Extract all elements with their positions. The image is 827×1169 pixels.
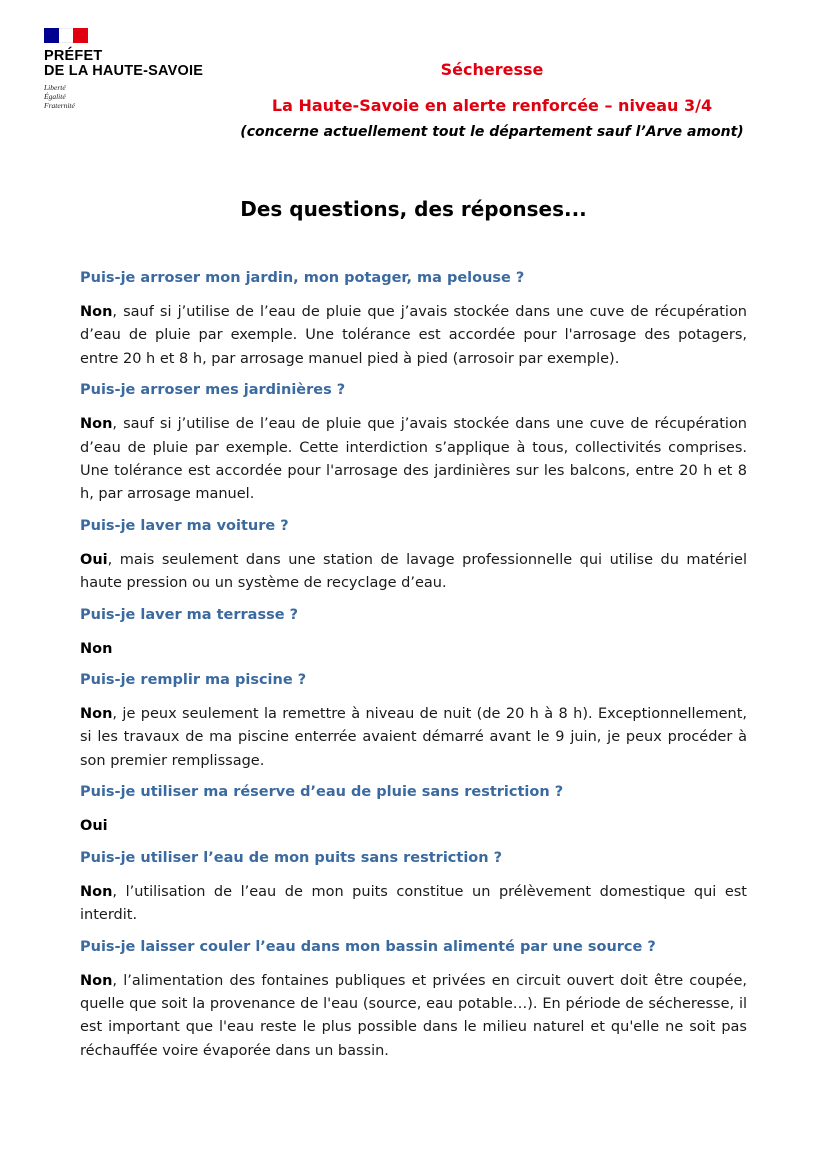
- motto-egalite: Égalité: [44, 92, 66, 101]
- answer-lead: Non: [80, 416, 113, 433]
- answer-lead: Non: [80, 706, 113, 723]
- republic-motto: [44, 83, 244, 110]
- qa-item: [80, 516, 747, 596]
- qa-item: [80, 268, 747, 371]
- answer: [80, 301, 747, 371]
- qa-item: [80, 937, 747, 1064]
- question: Puis-je laisser couler l’eau dans mon bassin alimenté par une source ?: [80, 938, 656, 955]
- qa-item: [80, 605, 747, 661]
- answer-lead: Oui: [80, 551, 108, 568]
- prefecture-name: [44, 49, 244, 79]
- qa-item: [80, 782, 747, 838]
- answer: [80, 703, 747, 773]
- prefecture-name-line1: PRÉFET: [44, 48, 103, 64]
- answer: [80, 549, 747, 596]
- answer-lead: Non: [80, 304, 113, 320]
- question: Puis-je utiliser ma réserve d’eau de pluie sans restriction ?: [80, 784, 564, 801]
- qa-item: [80, 380, 747, 507]
- qa-item: [80, 670, 747, 773]
- question: Puis-je laver ma voiture ?: [80, 517, 289, 534]
- qa-item: [80, 848, 747, 928]
- motto-fraternite: Fraternité: [44, 101, 75, 110]
- answer: [80, 881, 747, 928]
- answer: [80, 413, 747, 507]
- page-title: Des questions, des réponses...: [240, 197, 587, 221]
- question: Puis-je arroser mon jardin, mon potager, ma pelouse ?: [80, 270, 525, 286]
- answer: [80, 638, 747, 661]
- answer-text: , sauf si j’utilise de l’eau de pluie que j’avais stockée dans une cuve de récupération d’eau de pluie par exemple. Une tolérance est accordée pour l'arrosage des potagers, entre 20 h et 8 h, par arrosage manuel pied à pied (arrosoir par exemple).: [80, 304, 747, 367]
- answer: [80, 970, 747, 1064]
- answer-lead: Non: [80, 972, 113, 989]
- question: Puis-je laver ma terrasse ?: [80, 606, 299, 623]
- motto-liberte: Liberté: [44, 83, 66, 92]
- answer: [80, 815, 747, 838]
- header-title: Sécheresse: [440, 60, 544, 79]
- answer-text: , mais seulement dans une station de lavage professionnelle qui utilise du matériel haute pression ou un système de recyclage d’eau.: [80, 551, 747, 592]
- answer-text: , l’alimentation des fontaines publiques et privées en circuit ouvert doit être coupée, quelle que soit la provenance de l'eau (source, eau potable…). En période de sécheresse, il est important que l'eau reste le plus possible dans le milieu naturel et qu'elle ne soit pas réchauffée voire évaporée dans un bassin.: [80, 972, 747, 1059]
- question: Puis-je arroser mes jardinières ?: [80, 382, 346, 399]
- answer-text: , je peux seulement la remettre à niveau de nuit (de 20 h à 8 h). Exceptionnellement, si les travaux de ma piscine enterrée avaient démarré avant le 9 juin, je peux procéder à son premier remplissage.: [80, 706, 747, 769]
- question: Puis-je remplir ma piscine ?: [80, 672, 307, 689]
- answer-lead: Oui: [80, 818, 108, 835]
- answer-text: , sauf si j’utilise de l’eau de pluie que j’avais stockée dans une cuve de récupération d’eau de pluie par exemple. Cette interdiction s’applique à tous, collectivités comprises. Une tolérance est accordée pour l'arrosage des jardinières sur les balcons, entre 20 h et 8 h, par arrosage manuel.: [80, 416, 747, 503]
- answer-text: , l’utilisation de l’eau de mon puits constitue un prélèvement domestique qui est interdit.: [80, 883, 747, 924]
- french-flag-icon: [44, 28, 88, 43]
- answer-lead: Non: [80, 640, 113, 657]
- header-note: (concerne actuellement tout le département sauf l’Arve amont): [240, 124, 744, 140]
- prefecture-name-line2: DE LA HAUTE-SAVOIE: [44, 63, 204, 79]
- answer-lead: Non: [80, 883, 113, 900]
- qa-list: [80, 268, 747, 1072]
- prefecture-logo: [44, 28, 244, 110]
- header-subtitle: La Haute-Savoie en alerte renforcée – niveau 3/4: [271, 96, 713, 115]
- question: Puis-je utiliser l’eau de mon puits sans restriction ?: [80, 849, 503, 866]
